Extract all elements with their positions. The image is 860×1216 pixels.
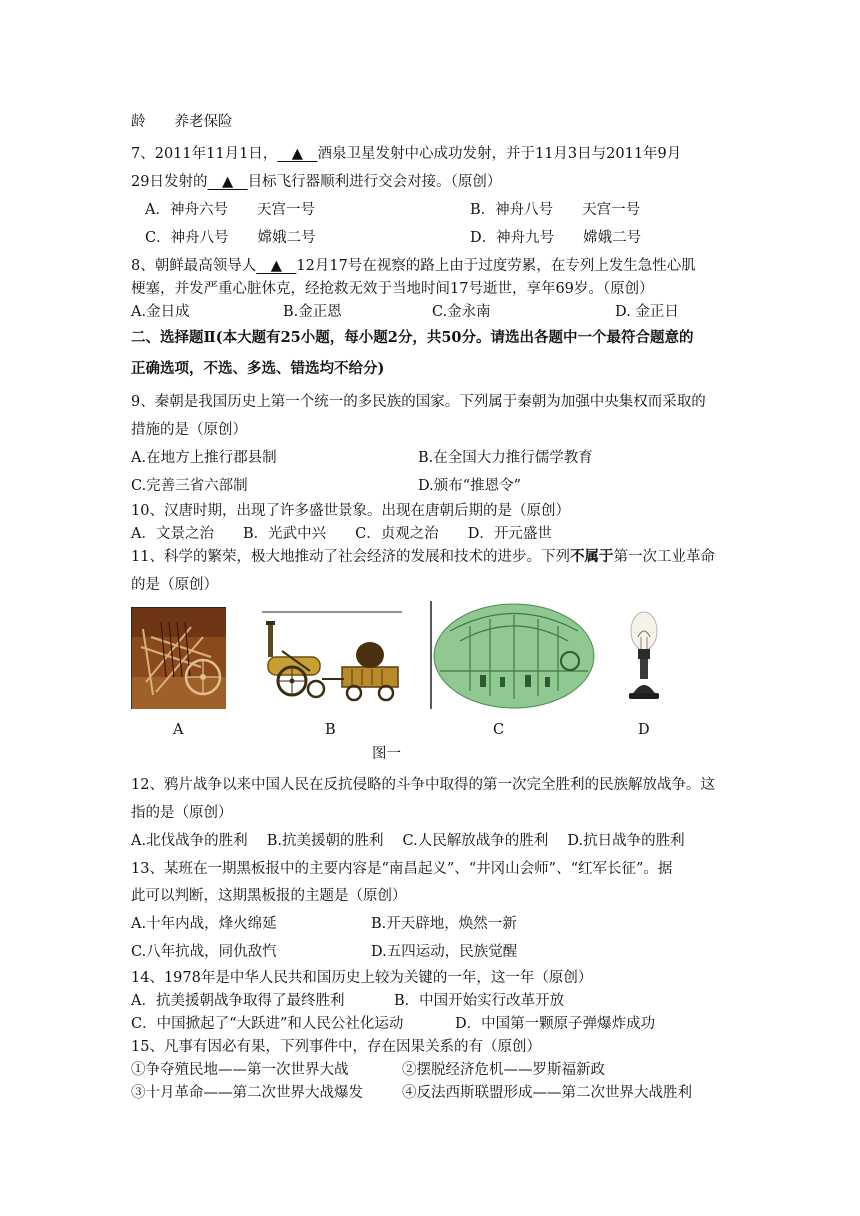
question-10-options: A．文景之治 B．光武中兴 C．贞观之治 D．开元盛世	[131, 526, 552, 542]
option-b: B.在全国大力推行儒学教育	[418, 450, 593, 466]
question-11-stem-cont: 的是（原创）	[131, 577, 218, 593]
answer-blank: ▲	[207, 174, 248, 190]
option-b: B．神舟八号 天宫一号	[470, 202, 641, 218]
option-b: B.开天辟地，焕然一新	[371, 916, 517, 932]
option-b: B．中国开始实行改革开放	[394, 993, 565, 1009]
question-10-stem: 10、汉唐时期，出现了许多盛世景象。出现在唐朝后期的是（原创）	[131, 503, 570, 519]
question-9-stem-cont: 措施的是（原创）	[131, 422, 247, 438]
answer-blank: ▲	[277, 146, 318, 162]
section-heading: 二、选择题Ⅱ(本大题有25小题，每小题2分，共50分。请选出各题中一个最符合题意的	[131, 329, 694, 346]
option-3: ③十月革命——第二次世界大战爆发	[131, 1085, 363, 1101]
text-segment: 12月17号在视察的路上由于过度劳累，在专列上发生急性心肌	[296, 258, 696, 274]
option-d: D. 金正日	[615, 304, 679, 320]
option-b: B.金正恩	[283, 304, 342, 320]
figure-label-c: C	[493, 722, 505, 738]
option-a: A.十年内战，烽火绵延	[131, 916, 277, 932]
text-segment: 第一次工业革命	[613, 549, 715, 565]
option-a: A.在地方上推行郡县制	[131, 450, 277, 466]
answer-blank: ▲	[256, 258, 297, 274]
figure-label-d: D	[638, 722, 650, 738]
text-segment: 11、科学的繁荣，极大地推动了社会经济的发展和技术的进步。下列	[131, 549, 570, 565]
question-9-stem: 9、秦朝是我国历史上第一个统一的多民族的国家。下列属于秦朝为加强中央集权而采取的	[131, 394, 706, 410]
option-d: D．中国第一颗原子弹爆炸成功	[455, 1016, 656, 1032]
question-8-stem	[131, 256, 696, 276]
question-12-options: A.北伐战争的胜利 B.抗美援朝的胜利 C.人民解放战争的胜利 D.抗日战争的胜利	[131, 833, 685, 849]
option-a: A.金日成	[131, 304, 190, 320]
figure-label-a: A	[173, 722, 184, 738]
question-13-stem: 13、某班在一期黑板报中的主要内容是“南昌起义”、“井冈山会师”、“红军长征”。据	[131, 861, 673, 877]
option-4: ④反法西斯联盟形成——第二次世界大战胜利	[402, 1085, 692, 1101]
text-segment: 目标飞行器顺利进行交会对接。（原创）	[247, 174, 502, 190]
text-segment: 8、朝鲜最高领导人	[131, 258, 257, 274]
question-11-stem	[131, 547, 715, 567]
text-segment: 29日发射的	[131, 174, 208, 190]
question-12-stem: 12、鸦片战争以来中国人民在反抗侵略的斗争中取得的第一次完全胜利的民族解放战争。这	[131, 777, 715, 793]
option-c: C．神舟八号 嫦娥二号	[145, 230, 316, 246]
section-heading-cont: 正确选项，不选、多选、错选均不给分)	[131, 360, 385, 377]
spinning-jenny-image	[131, 607, 226, 709]
figure-caption: 图一	[372, 746, 401, 762]
question-13-stem-cont: 此可以判断，这期黑板报的主题是（原创）	[131, 888, 407, 904]
exhibition-hall-image	[430, 601, 596, 709]
locomotive-image	[262, 611, 402, 709]
question-14-stem: 14、1978年是中华人民共和国历史上较为关键的一年，这一年（原创）	[131, 970, 593, 986]
option-c: C.金永南	[432, 304, 491, 320]
question-7-stem	[131, 144, 681, 164]
option-c: C．中国掀起了“大跃进”和人民公社化运动	[131, 1016, 404, 1032]
question-15-stem: 15、凡事有因必有果，下列事件中，存在因果关系的有（原创）	[131, 1039, 541, 1055]
option-2: ②摆脱经济危机——罗斯福新政	[402, 1062, 605, 1078]
text-segment: 7、2011年11月1日，	[131, 146, 278, 162]
question-12-stem-cont: 指的是（原创）	[131, 805, 233, 821]
question-8-stem-cont: 梗塞，并发严重心脏休克，经抢救无效于当地时间17号逝世，享年69岁。（原创）	[131, 281, 654, 297]
option-c: C.完善三省六部制	[131, 478, 248, 494]
text-segment: 酒泉卫星发射中心成功发射，并于11月3日与2011年9月	[317, 146, 682, 162]
light-bulb-image	[624, 607, 664, 703]
option-c: C.八年抗战，同仇敌忾	[131, 944, 277, 960]
emphasis-text: 不属于	[569, 548, 614, 565]
option-1: ①争夺殖民地——第一次世界大战	[131, 1062, 349, 1078]
text-line: 龄 养老保险	[131, 114, 233, 130]
option-d: D．神舟九号 嫦娥二号	[470, 230, 642, 246]
option-d: D.颁布“推恩令”	[418, 478, 522, 494]
question-7-stem-cont	[131, 172, 501, 192]
option-a: A．神舟六号 天宫一号	[145, 202, 315, 218]
figure-label-b: B	[325, 722, 336, 738]
option-a: A．抗美援朝战争取得了最终胜利	[131, 993, 345, 1009]
option-d: D.五四运动，民族觉醒	[371, 944, 518, 960]
